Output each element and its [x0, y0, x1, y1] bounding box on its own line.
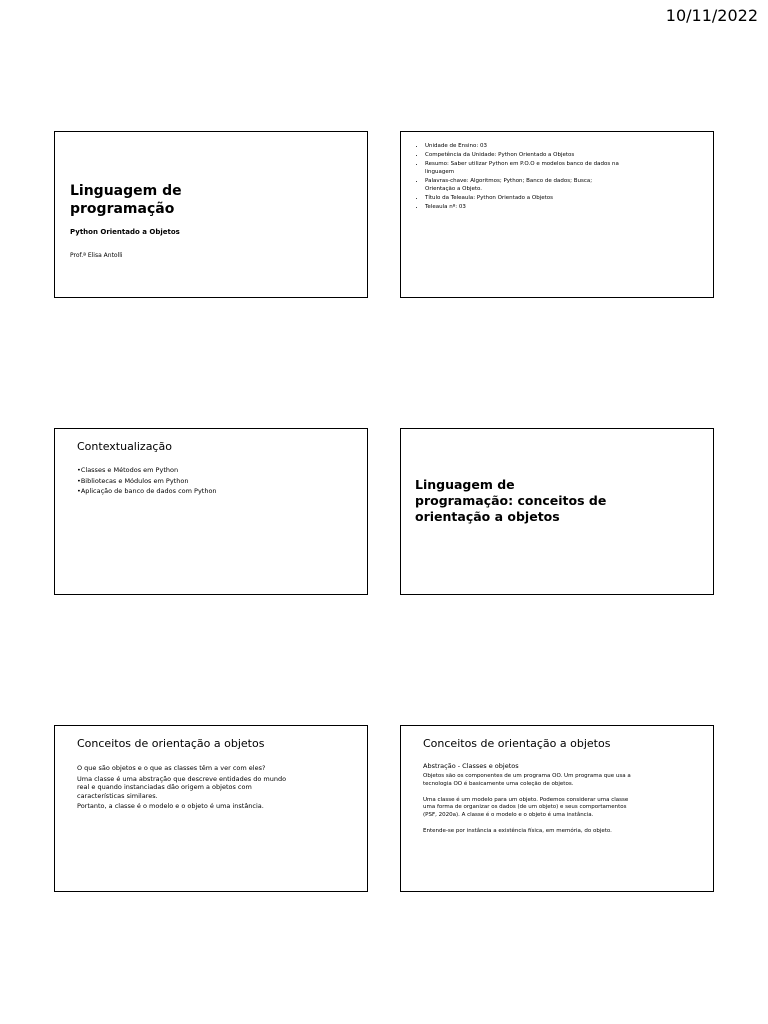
list-item: • Resumo: Saber utilizar Python em P.O.O e modelos banco de dados na linguagem	[425, 160, 620, 176]
paragraph: O que são objetos e o que as classes têm a ver com eles?	[77, 764, 266, 772]
slide-1-title: Linguagem de programação	[70, 183, 182, 217]
paragraph: Uma classe é um modelo para um objeto. Podemos considerar uma classe uma forma de organizar os dados (de um objeto) e seus comportamentos (PSF, 2020a). A classe é o modelo e o objeto é uma instância.	[423, 796, 629, 819]
list-item: • Classes e Métodos em Python	[77, 465, 217, 476]
slide-1-subtitle: Python Orientado a Objetos	[70, 228, 180, 236]
list-item: • Aplicação de banco de dados com Python	[77, 486, 217, 497]
slide-4-title: Linguagem de programação: conceitos de orientação a objetos	[415, 477, 607, 524]
slide-1	[54, 131, 368, 298]
slide-6-subheading: Abstração - Classes e objetos	[423, 762, 519, 770]
slide-2-bullet-list	[413, 142, 620, 212]
slide-5	[54, 725, 368, 892]
paragraph: Uma classe é uma abstração que descreve entidades do mundo real e quando instanciadas dão origem a objetos com características similares.	[77, 774, 287, 800]
slide-3	[54, 428, 368, 595]
list-item: • Unidade de Ensino: 03	[425, 142, 620, 150]
slide-6	[400, 725, 714, 892]
list-item: • Palavras-chave: Algoritmos; Python; Banco de dados; Busca; Orientação a Objeto.	[425, 177, 620, 193]
slide-4	[400, 428, 714, 595]
slide-6-heading: Conceitos de orientação a objetos	[423, 737, 611, 750]
list-item: • Título da Teleaula: Python Orientado a Objetos	[425, 194, 620, 202]
list-item: • Bibliotecas e Módulos em Python	[77, 476, 217, 487]
page-date: 10/11/2022	[665, 6, 758, 25]
paragraph: Objetos são os componentes de um programa OO. Um programa que usa a tecnologia OO é basicamente uma coleção de objetos.	[423, 773, 631, 787]
slide-5-body	[77, 764, 287, 813]
slide-5-heading: Conceitos de orientação a objetos	[77, 737, 265, 750]
paragraph: Entende-se por instância a existência física, em memória, do objeto.	[423, 827, 612, 834]
slide-3-bullet-list	[77, 465, 217, 497]
slide-2	[400, 131, 714, 298]
paragraph: Portanto, a classe é o modelo e o objeto é uma instância.	[77, 802, 264, 810]
slide-6-body	[423, 773, 633, 844]
list-item: • Teleaula nº: 03	[425, 203, 620, 211]
slide-1-author: Prof.ª Elisa Antolli	[70, 252, 123, 259]
slide-3-heading: Contextualização	[77, 440, 172, 453]
list-item: • Competência da Unidade: Python Orientado a Objetos	[425, 151, 620, 159]
